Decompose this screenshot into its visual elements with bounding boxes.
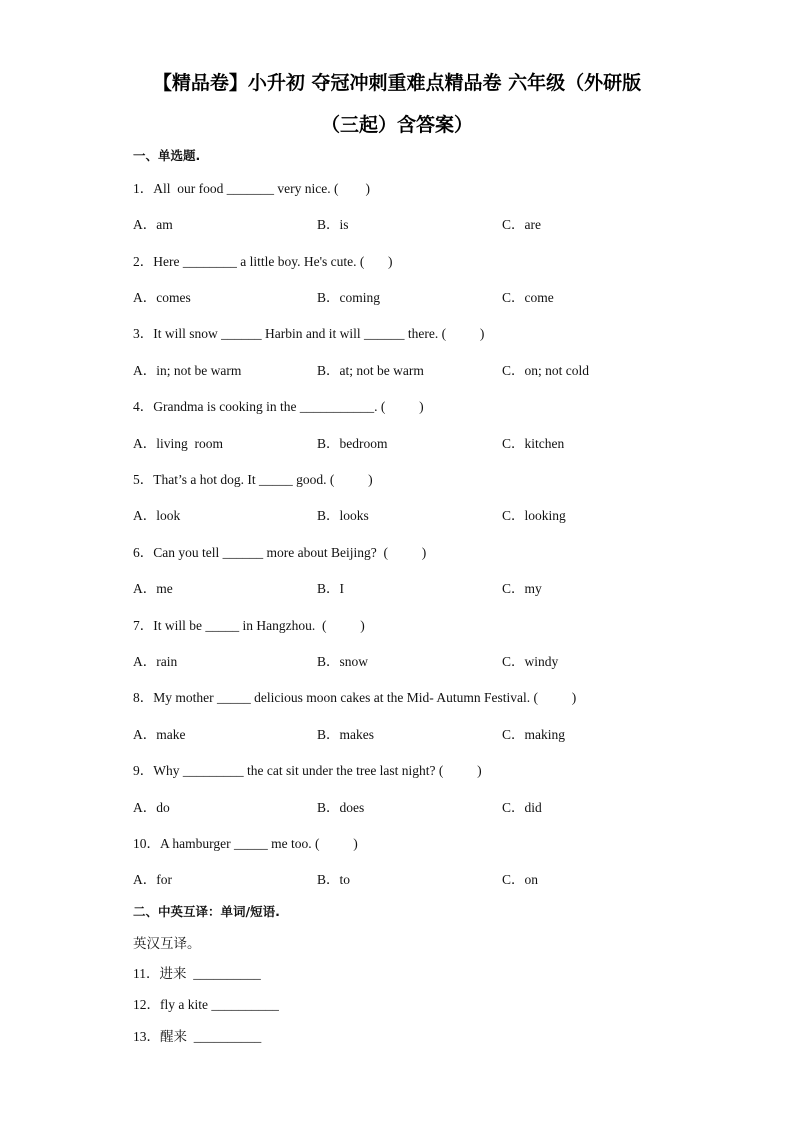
translation-item-13: 13．醒来 __________ (133, 1029, 262, 1044)
question-1-stem: 1．All our food _______ very nice. ( ) (133, 181, 370, 196)
question-4-option-b: B．bedroom (317, 436, 388, 451)
question-10-option-b: B．to (317, 872, 351, 887)
question-9-option-b: B．does (317, 800, 365, 815)
question-1-option-a: A．am (133, 217, 173, 232)
question-4-stem: 4．Grandma is cooking in the ___________. ( ) (133, 399, 424, 414)
question-1-option-b: B．is (317, 217, 349, 232)
question-2-option-a: A．comes (133, 290, 191, 305)
question-2-stem: 2．Here ________ a little boy. He's cute. ( ) (133, 254, 393, 269)
question-10-option-a: A．for (133, 872, 172, 887)
translation-item-11: 11．进来 __________ (133, 966, 261, 981)
section-heading-translation: 二、中英互译：单词/短语. (133, 904, 280, 919)
question-4-option-c: C．kitchen (502, 436, 565, 451)
question-5-stem: 5．That’s a hot dog. It _____ good. ( ) (133, 472, 373, 487)
question-10-stem: 10．A hamburger _____ me too. ( ) (133, 836, 358, 851)
page-title-line-2: （三起）含答案） (320, 114, 473, 136)
question-6-option-c: C．my (502, 581, 542, 596)
question-9-stem: 9．Why _________ the cat sit under the tree last night? ( ) (133, 763, 482, 778)
question-7-option-a: A．rain (133, 654, 178, 669)
translation-item-12: 12．fly a kite __________ (133, 997, 279, 1012)
question-8-option-a: A．make (133, 727, 186, 742)
question-9-option-c: C．did (502, 800, 542, 815)
page-title-line-1: 【精品卷】小升初 夺冠冲刺重难点精品卷 六年级（外研版 (152, 72, 642, 94)
question-5-option-b: B．looks (317, 508, 369, 523)
question-1-option-c: C．are (502, 217, 541, 232)
question-9-option-a: A．do (133, 800, 170, 815)
question-5-option-c: C．looking (502, 508, 566, 523)
question-10-option-c: C．on (502, 872, 539, 887)
question-2-option-c: C．come (502, 290, 554, 305)
section-instruction: 英汉互译。 (133, 936, 201, 951)
question-6-option-b: B．I (317, 581, 344, 596)
question-8-option-b: B．makes (317, 727, 374, 742)
question-8-stem: 8．My mother _____ delicious moon cakes at the Mid- Autumn Festival. ( ) (133, 690, 577, 705)
question-7-option-b: B．snow (317, 654, 369, 669)
question-7-stem: 7．It will be _____ in Hangzhou. ( ) (133, 618, 365, 633)
question-5-option-a: A．look (133, 508, 181, 523)
question-3-option-b: B．at; not be warm (317, 363, 424, 378)
question-6-option-a: A．me (133, 581, 173, 596)
question-3-option-c: C．on; not cold (502, 363, 589, 378)
question-2-option-b: B．coming (317, 290, 380, 305)
question-7-option-c: C．windy (502, 654, 559, 669)
section-heading-single-choice: 一、单选题. (133, 148, 201, 163)
question-8-option-c: C．making (502, 727, 565, 742)
question-3-option-a: A．in; not be warm (133, 363, 242, 378)
question-4-option-a: A．living room (133, 436, 223, 451)
question-6-stem: 6．Can you tell ______ more about Beijing? ( ) (133, 545, 427, 560)
question-3-stem: 3．It will snow ______ Harbin and it will ______ there. ( ) (133, 326, 485, 341)
